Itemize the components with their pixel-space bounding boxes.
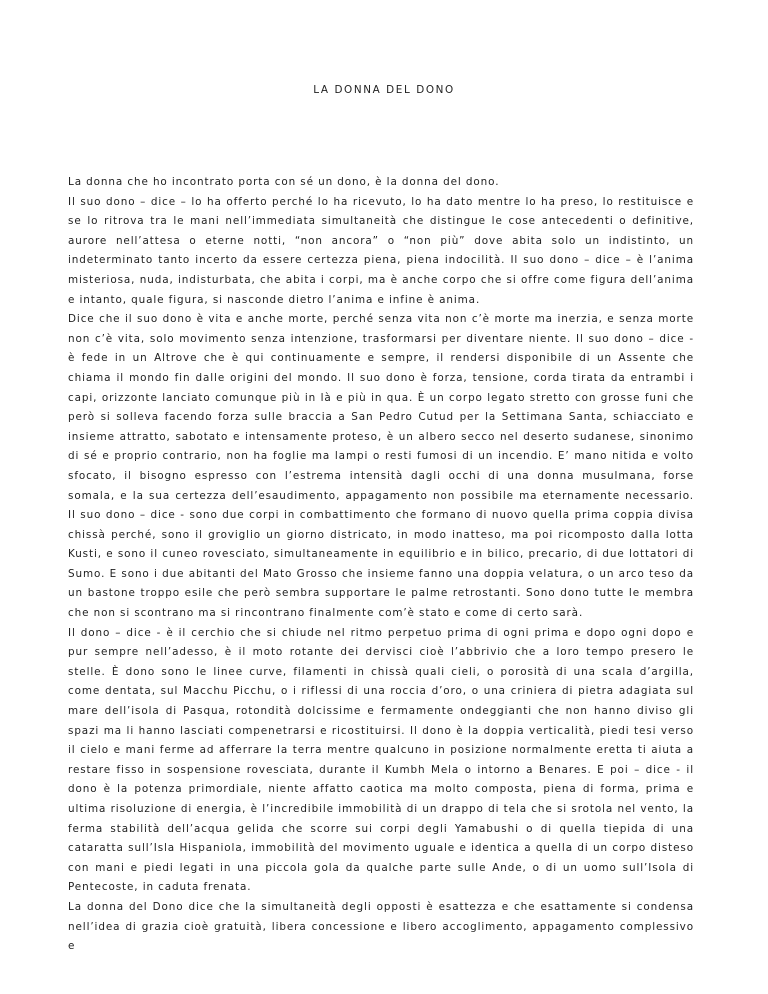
paragraph: Il dono – dice - è il cerchio che si chiude nel ritmo perpetuo prima di ogni prima e dopo ogni dopo e pur sempre nell’adesso, è il moto rotante dei dervisci cioè l’abbrivio che a loro tempo presero le stelle. È dono sono le linee curve, filamenti in chissà quali cieli, o porosità di una scala d’argilla, come dentata, sul Macchu Picchu, o i riflessi di una roccia d’oro, o una criniera di pietra adagiata sul mare dell’isola di Pasqua, rotondità dolcissime e fermamente ondeggianti che non hanno diviso gli spazi ma li hanno lasciati compenetrarsi e ricostituirsi. Il dono è la doppia verticalità, piedi tesi verso il cielo e mani ferme ad afferrare la terra mentre qualcuno in posizione normalmente eretta ti aiuta a restare fisso in sospensione rovesciata, durante il Kumbh Mela o intorno a Benares. E poi – dice - il dono è la potenza primordiale, niente affatto caotica ma molto composta, piena di forma, prima e ultima risoluzione di energia, è l’incredibile immobilità di un drappo di tela che si srotola nel vento, la ferma stabilità dell’acqua gelida che scorre sui corpi degli Yamabushi o di quella tiepida di una cataratta sull’Isla Hispaniola, immobilità del movimento uguale e identica a quella di un corpo disteso con mani e piedi legati in una piccola gola da qualche parte sulle Ande, o di un uomo sull’Isola di Pentecoste, in caduta frenata.	[68, 626, 694, 894]
paragraph: Il suo dono – dice – lo ha offerto perché lo ha ricevuto, lo ha dato mentre lo ha preso, lo restituisce e se lo ritrova tra le mani nell’immediata simultaneità che distingue le cose antecedenti o definitive, aurore nell’attesa o eterne notti, “non ancora” o “non più” dove abita solo un indistinto, un indeterminato tanto incerto da essere certezza piena, piena indocilità. Il suo dono – dice – è l’anima misteriosa, nuda, indisturbata, che abita i corpi, ma è anche corpo che si offre come figura dell’anima e intanto, quale figura, si nasconde dietro l’anima e infine è anima.	[68, 195, 694, 306]
paragraph: Dice che il suo dono è vita e anche morte, perché senza vita non c’è morte ma inerzia, e senza morte non c’è vita, solo movimento senza intenzione, trasformarsi per diventare niente. Il suo dono – dice - è fede in un Altrove che è qui continuamente e sempre, il rendersi disponibile di un Assente che chiama il mondo fin dalle origini del mondo. Il suo dono è forza, tensione, corda tirata da entrambi i capi, orizzonte lanciato comunque più in là e più in qua. È un corpo legato stretto con grosse funi che però si solleva facendo forza sulle braccia a San Pedro Cutud per la Settimana Santa, schiacciato e insieme attratto, sabotato e intensamente proteso, è un albero secco nel deserto sudanese, sinonimo di sé e proprio contrario, non ha foglie ma lampi o resti fumosi di un incendio. E’ mano nitida e volto sfocato, il bisogno espresso con l’estrema intensità dagli occhi di una donna musulmana, forse somala, e la sua certezza dell’esaudimento, appagamento non possibile ma eternamente necessario. Il suo dono – dice - sono due corpi in combattimento che formano di nuovo quella prima coppia divisa chissà perché, sono il groviglio un giorno districato, in modo inatteso, ma poi ricomposto dalla lotta Kusti, e sono il cuneo rovesciato, simultaneamente in equilibrio e in bilico, precario, di due lottatori di Sumo. E sono i due abitanti del Mato Grosso che insieme fanno una doppia velatura, o un arco teso da un bastone troppo esile che però sembra supportare le palme retrostanti. Sono dono tutte le membra che non si scontrano ma si rincontrano finalmente com’è stato e come di certo sarà.	[68, 313, 694, 620]
body-text	[68, 173, 694, 957]
paragraph: La donna del Dono dice che la simultaneità degli opposti è esattezza e che esattamente si condensa nell’idea di grazia cioè gratuità, libera concessione e libero accoglimento, appagamento complessivo e	[68, 900, 694, 953]
paragraph: La donna che ho incontrato porta con sé un dono, è la donna del dono.	[68, 176, 500, 188]
page-title: LA DONNA DEL DONO	[313, 84, 455, 96]
